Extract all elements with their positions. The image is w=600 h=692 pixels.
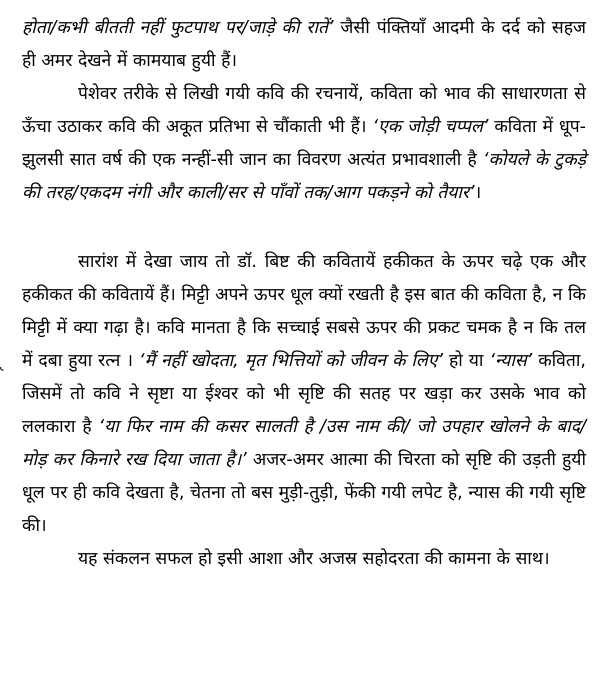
paragraph-1: [22, 12, 586, 78]
paragraph-2: [22, 78, 586, 210]
text-span: यह संकलन सफल हो इसी आशा और अजस्र सहोदरता की कामना के साथ।: [78, 549, 550, 569]
quote-span: ‘मैं नहीं खोदता, मृत भित्तियों को जीवन के लिए’: [138, 351, 444, 371]
quote-span: ‘कोयले के टुकड़े की तरह/एकदम नंगी और काली/सर से पाँवों तक/आग पकड़ने को तैयार’: [22, 150, 586, 203]
text-span: जैसी पंक्तियाँ आदमी के दर्द को सहज ही अमर देखने में कामयाब हुयी हैं।: [22, 18, 587, 71]
paragraph-4: [22, 543, 586, 576]
quote-span: ‘एक जोड़ी चप्पल’: [372, 117, 489, 137]
quote-span: होता/कभी बीतती नहीं फुटपाथ पर/जाड़े की रातें’: [22, 18, 334, 38]
paragraph-gap: [22, 210, 586, 246]
text-span: सारांश में देखा जाय तो डॉ. बिष्ट की कवितायें हकीकत के ऊपर चढ़े एक और हकीकत की कवितायें हैं। मिट्टी अपने ऊपर धूल क्यों रखती है इस बात की कविता है, न कि मिट्टी में क्या गढ़ा है। कवि मानता है कि सच्चाई सबसे ऊपर की प्रकट चमक है न कि तल में दबा हुया रत्न ।: [22, 252, 586, 371]
text-span: कविता में धूप-झुलसी सात वर्ष की एक नन्हीं-सी जान का विवरण अत्यंत प्रभावशाली है: [22, 117, 586, 170]
text-span: अजर-अमर आत्मा की चिरता को सृष्टि की उड़ती हुयी धूल पर ही कवि देखता है, चेतना तो बस मुड़ी-तुड़ी, फेंकी गयी लपेट है, न्यास की गयी सृष्टि की।: [22, 450, 586, 536]
text-span: ।: [474, 183, 482, 203]
quote-span: ‘या फिर नाम की कसर सालती है /उस नाम की/ जो उपहार खोलने के बाद/मोड़ कर किनारे रख दिया जाता है।’: [22, 417, 586, 470]
text-span: पेशेवर तरीके से लिखी गयी कवि की रचनायें, कविता को भाव की साधारणता से ऊँचा उठाकर कवि की अकूत प्रतिभा से चौंकाती भी हैं।: [22, 84, 586, 137]
text-span: कविता, जिसमें तो कवि ने सृष्टा या ईश्वर को भी सृष्टि की सतह पर खड़ा कर उसके भाव को ललकारा है: [22, 351, 586, 437]
quote-span: ‘न्यास’: [489, 351, 533, 371]
text-span: हो या: [443, 351, 490, 371]
paragraph-3: [22, 246, 586, 543]
